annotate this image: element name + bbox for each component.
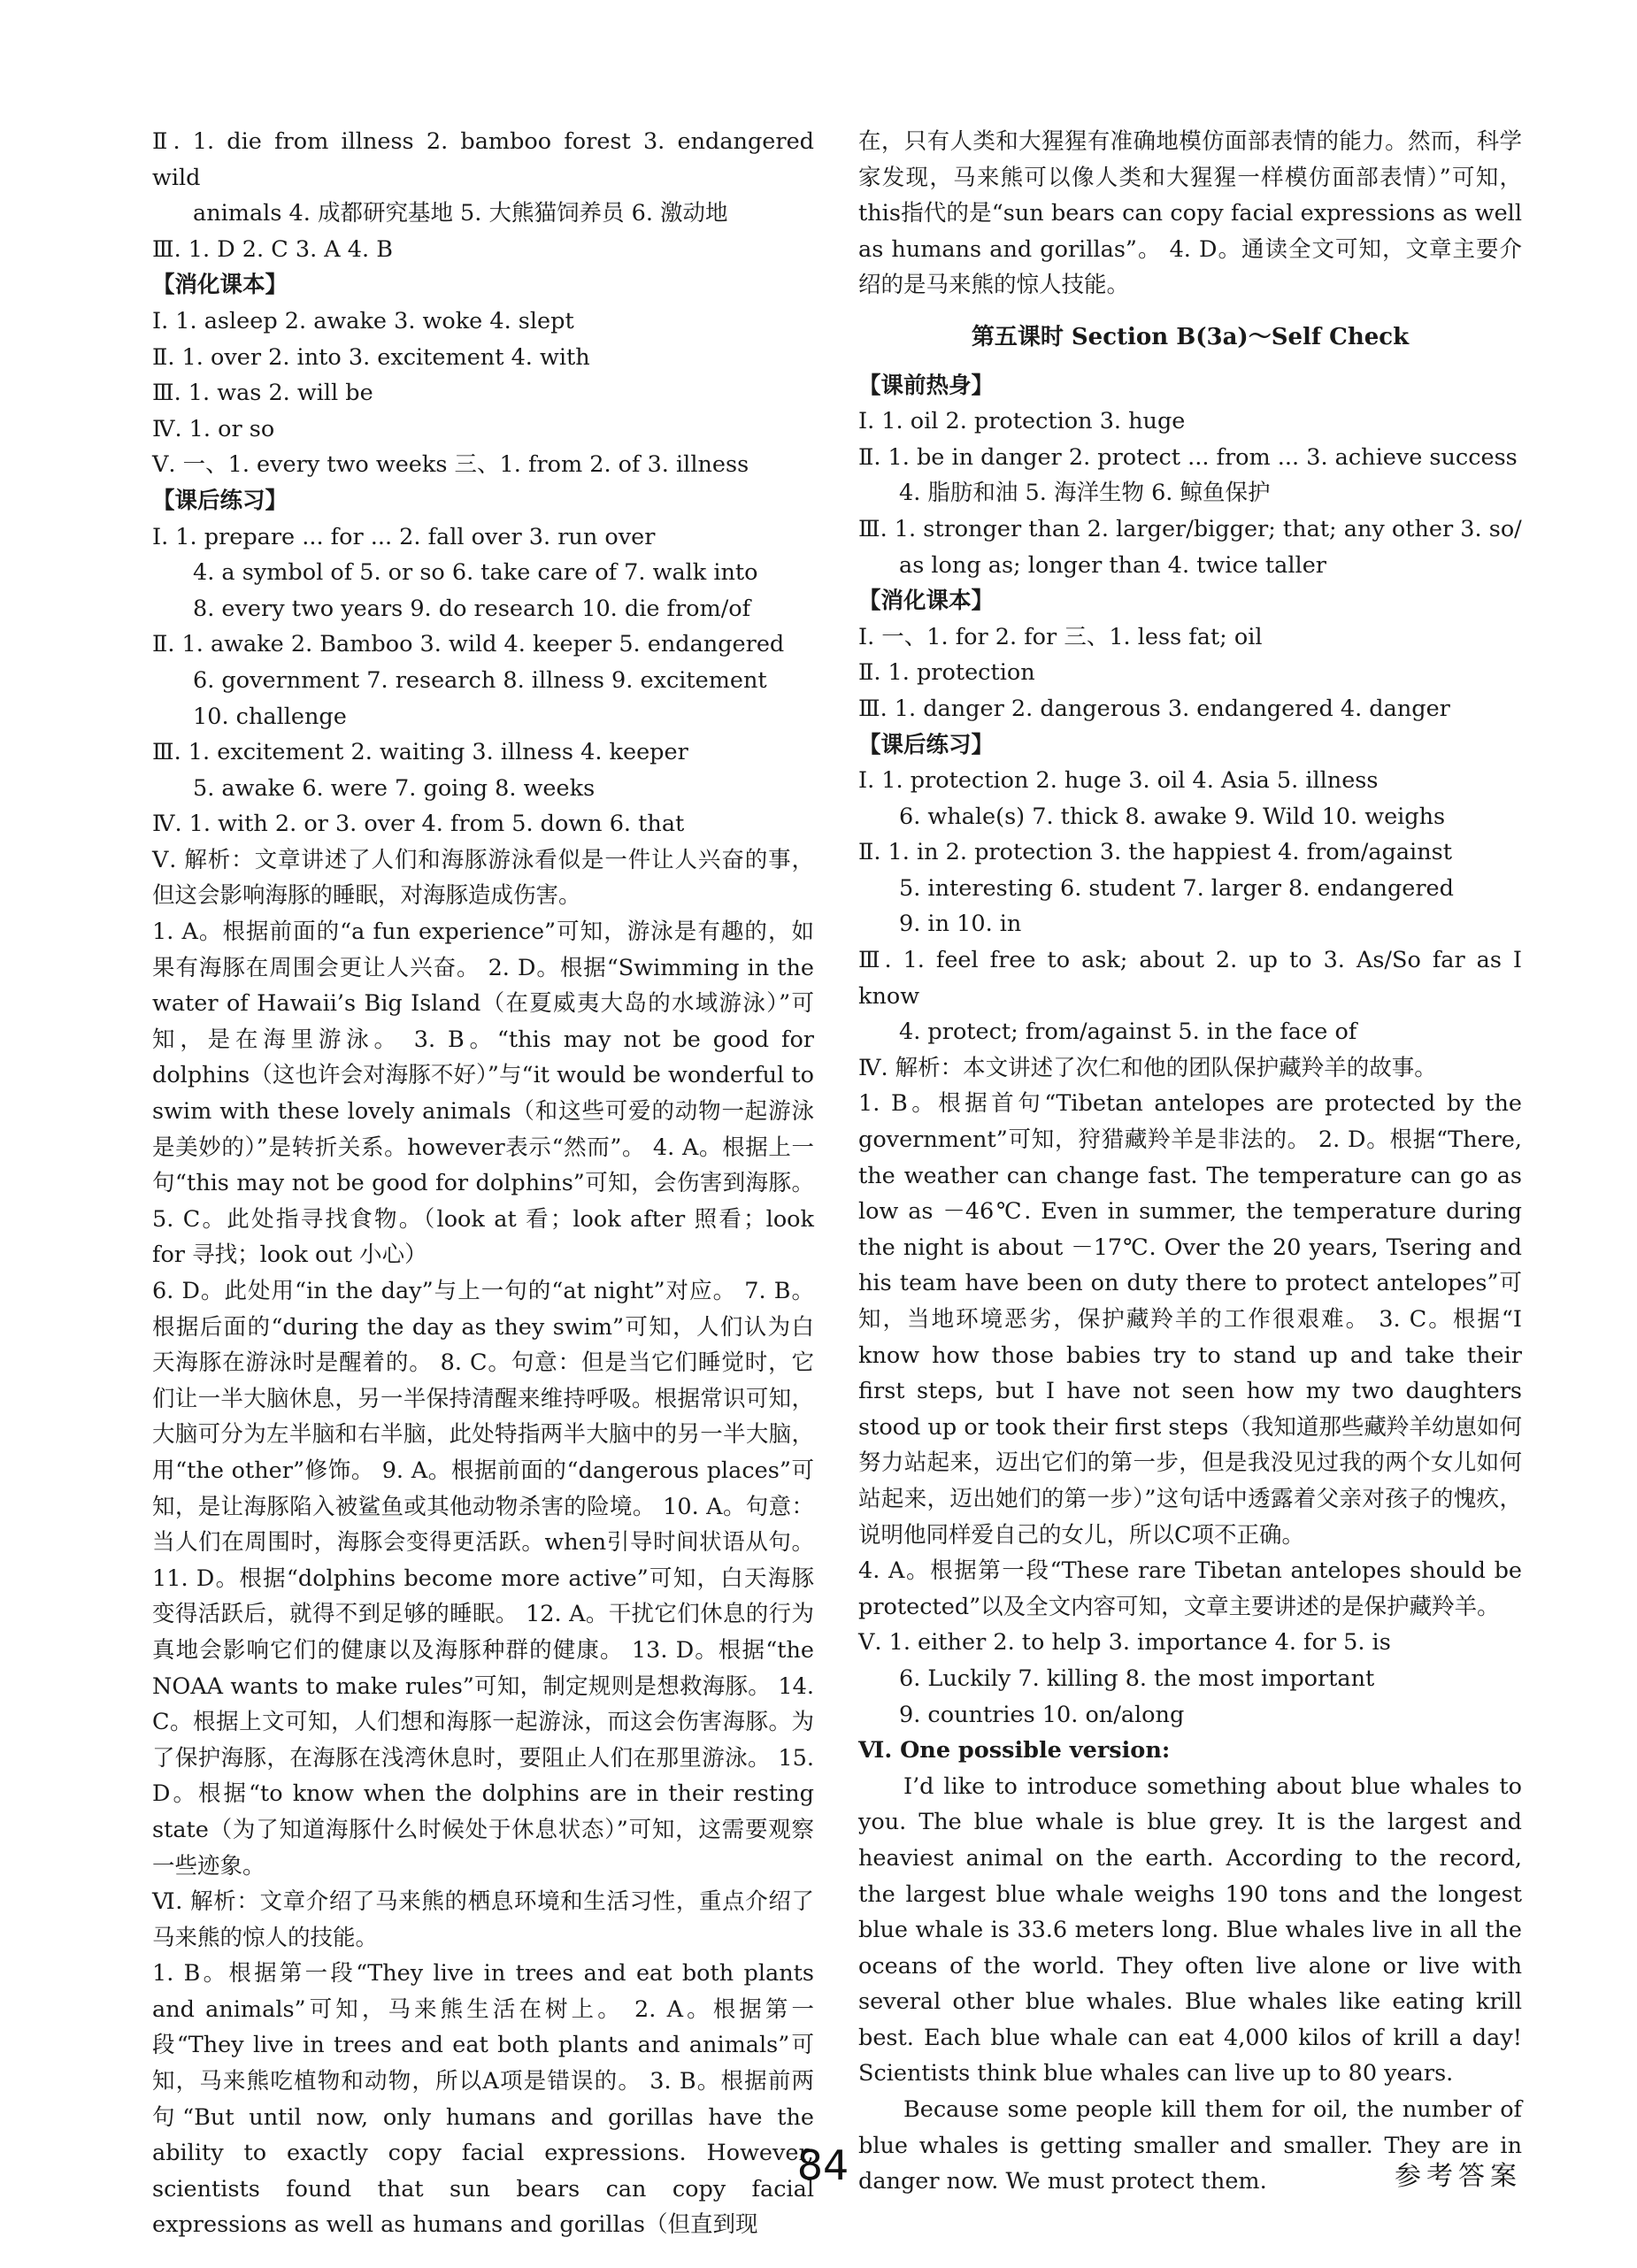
explanation-paragraph: Ⅳ. 解析：本文讲述了次仁和他的团队保护藏羚羊的故事。 [858,1054,1437,1081]
explanation-paragraph: Ⅴ. 解析：文章讲述了人们和海豚游泳看似是一件让人兴奋的事，但这会影响海豚的睡眠，对海豚造成伤害。 [152,846,814,910]
explanation-paragraph: 1. A。根据前面的“a fun experience”可知，游泳是有趣的，如果有海豚在周围会更让人兴奋。 2. D。根据“Swimming in the water of Hawaii’s Big Island（在夏威夷大岛的水域游泳）”可知，是在海里游泳。 3. B。“this may not be good for dolphins（这也许会对海豚不好）”与“it would be wonderful to swim with these lovely animals（和这些可爱的动物一起游泳是美妙的）”是转折关系。however表示“然而”。 4. A。根据上一句“this may not be good for dolphins”可知，会伤害到海豚。 5. C。此处指寻找食物。（look at 看；look after 照看；look for 寻找；look out 小心） [152,919,814,1269]
explanation-paragraph: 1. B。根据首句“Tibetan antelopes are protected by the government”可知，狩猎藏羚羊是非法的。 2. D。根据“There, the weather can change fast. The temperature can go as low as －46℃. Even in summer, the temperature during the night is about －17℃. Over the 20 years, Tsering and his team have been on duty there to protect antelopes”可知，当地环境恶劣，保护藏羚羊的工作很艰难。 3. C。根据“I know how those babies try to stand up and take their first steps, but I have not seen how my two daughters stood up or took their first steps（我知道那些藏羚羊幼崽如何努力站起来，迈出它们的第一步，但是我没见过我的两个女儿如何站起来，迈出她们的第一步）”这句话中透露着父亲对孩子的愧疚，说明他同样爱自己的女儿，所以C项不正确。 [858,1090,1522,1549]
answer-line: 5. awake 6. were 7. going 8. weeks [193,774,596,802]
answer-line: as long as; longer than 4. twice taller [899,551,1326,579]
footer-label: 参考答案 [1395,2161,1522,2192]
answer-line: Ⅱ. 1. in 2. protection 3. the happiest 4. from/against [858,839,1452,866]
answer-line: 9. countries 10. on/along [899,1701,1185,1728]
answer-line: 6. whale(s) 7. thick 8. awake 9. Wild 10. weighs [899,803,1446,830]
answer-line: Ⅱ. 1. over 2. into 3. excitement 4. with [152,343,590,371]
answer-line: 5. interesting 6. student 7. larger 8. endangered [899,874,1454,902]
explanation-paragraph: 在，只有人类和大猩猩有准确地模仿面部表情的能力。然而，科学家发现，马来熊可以像人类和大猩猩一样模仿面部表情）”可知，this指代的是“sun bears can copy facial expressions as well as humans and gorillas”。 4. D。通读全文可知，文章主要介绍的是马来熊的惊人技能。 [858,128,1522,299]
answer-line: Ⅲ. 1. feel free to ask; about 2. up to 3. As/So far as I know [858,947,1522,1010]
answer-line: 4. 脂肪和油 5. 海洋生物 6. 鲸鱼保护 [899,480,1271,507]
answer-line: 4. protect; from/against 5. in the face of [899,1019,1357,1046]
answer-line: Ⅳ. 1. with 2. or 3. over 4. from 5. down 6. that [152,811,685,838]
answer-line: Ⅲ. 1. excitement 2. waiting 3. illness 4. keeper [152,739,688,766]
answer-line: Ⅰ. 一、1. for 2. for 三、1. less fat; oil [858,623,1263,650]
essay-paragraph: I’d like to introduce something about blue whales to you. The blue whale is blue grey. It is the largest and heaviest animal on the earth. According to the record, the largest blue whale weighs 190 tons and the longest blue whale is 33.6 meters long. Blue whales live in all the oceans of the world. They often live alone or live with several other blue whales. Blue whales like eating krill best. Each blue whale can eat 4,000 kilos of krill a day! Scientists think blue whales can live up to 80 years. [858,1772,1522,2087]
explanation-paragraph: Ⅵ. 解析：文章介绍了马来熊的栖息环境和生活习性，重点介绍了马来熊的惊人的技能。 [152,1888,814,1951]
answer-line: Ⅱ. 1. awake 2. Bamboo 3. wild 4. keeper 5. endangered [152,631,785,658]
lesson-title: 第五课时 Section B(3a)～Self Check [971,323,1410,350]
section-heading: Ⅵ. One possible version: [858,1737,1171,1764]
section-heading: 【课后练习】 [152,487,288,514]
answer-line: Ⅱ. 1. die from illness 2. bamboo forest 3. endangered wild [152,128,814,191]
answer-line: 9. in 10. in [899,911,1022,938]
answer-line: animals 4. 成都研究基地 5. 大熊猫饲养员 6. 激动地 [193,200,728,227]
left-answer-column [152,124,814,2243]
explanation-paragraph: 4. A。根据第一段“These rare Tibetan antelopes should be protected”以及全文内容可知，文章主要讲述的是保护藏羚羊。 [858,1557,1522,1620]
explanation-paragraph: 1. B。根据第一段“They live in trees and eat both plants and animals”可知，马来熊生活在树上。 2. A。根据第一段“They live in trees and eat both plants and animals”可知，马来熊吃植物和动物，所以A项是错误的。 3. B。根据前两句“But until now, only humans and gorillas have the ability to exactly copy facial expressions. However, scientists found that sun bears can copy facial expressions as well as humans and gorillas（但直到现 [152,1960,814,2239]
answer-line: Ⅰ. 1. protection 2. huge 3. oil 4. Asia 5. illness [858,767,1379,795]
answer-line: Ⅲ. 1. D 2. C 3. A 4. B [152,235,393,263]
answer-line: 8. every two years 9. do research 10. die from/of [193,595,751,622]
section-heading: 【课前热身】 [858,372,995,399]
section-heading: 【消化课本】 [152,272,288,299]
answer-line: 4. a symbol of 5. or so 6. take care of 7. walk into [193,559,758,587]
section-heading: 【消化课本】 [858,588,995,615]
right-answer-column [858,124,1522,2200]
answer-line: Ⅴ. 一、1. every two weeks 三、1. from 2. of 3. illness [152,451,749,479]
answer-line: 10. challenge [193,703,347,730]
explanation-paragraph: 6. D。此处用“in the day”与上一句的“at night”对应。 7. B。根据后面的“during the day as they swim”可知，人们认为白天海豚在游泳时是醒着的。 8. C。句意：但是当它们睡觉时，它们让一半大脑休息，另一半保持清醒来维持呼吸。根据常识可知，大脑可分为左半脑和右半脑，此处特指两半大脑中的另一半大脑，用“the other”修饰。 9. A。根据前面的“dangerous places”可知，是让海豚陷入被鲨鱼或其他动物杀害的险境。 10. A。句意：当人们在周围时，海豚会变得更活跃。when引导时间状语从句。 11. D。根据“dolphins become more active”可知，白天海豚变得活跃后，就得不到足够的睡眠。 12. A。干扰它们休息的行为真地会影响它们的健康以及海豚种群的健康。 13. D。根据“the NOAA wants to make rules”可知，制定规则是想救海豚。 14. C。根据上文可知，人们想和海豚一起游泳，而这会伤害海豚。为了保护海豚，在海豚在浅湾休息时，要阻止人们在那里游泳。 15. D。根据“to know when the dolphins are in their resting state（为了知道海豚什么时候处于休息状态）”可知，这需要观察一些迹象。 [152,1278,814,1880]
page-number: 84 [796,2141,849,2189]
answer-line: Ⅳ. 1. or so [152,415,275,442]
answer-line: Ⅰ. 1. asleep 2. awake 3. woke 4. slept [152,307,574,334]
section-heading: 【课后练习】 [858,731,995,758]
answer-line: Ⅴ. 1. either 2. to help 3. importance 4. for 5. is [858,1629,1391,1657]
answer-line: Ⅰ. 1. prepare ... for ... 2. fall over 3. run over [152,523,656,550]
answer-line: Ⅲ. 1. danger 2. dangerous 3. endangered 4. danger [858,695,1450,722]
answer-line: Ⅲ. 1. stronger than 2. larger/bigger; that; any other 3. so/ [858,515,1522,542]
answer-line: Ⅲ. 1. was 2. will be [152,380,373,407]
answer-line: 6. Luckily 7. killing 8. the most important [899,1664,1375,1692]
answer-line: Ⅱ. 1. be in danger 2. protect ... from ... 3. achieve success [858,443,1518,471]
answer-line: Ⅱ. 1. protection [858,659,1035,687]
answer-line: 6. government 7. research 8. illness 9. excitement [193,666,767,694]
essay-paragraph: Because some people kill them for oil, the number of blue whales is getting smaller and smaller. They are in danger now. We must protect them. [858,2096,1522,2195]
answer-line: Ⅰ. 1. oil 2. protection 3. huge [858,408,1186,435]
